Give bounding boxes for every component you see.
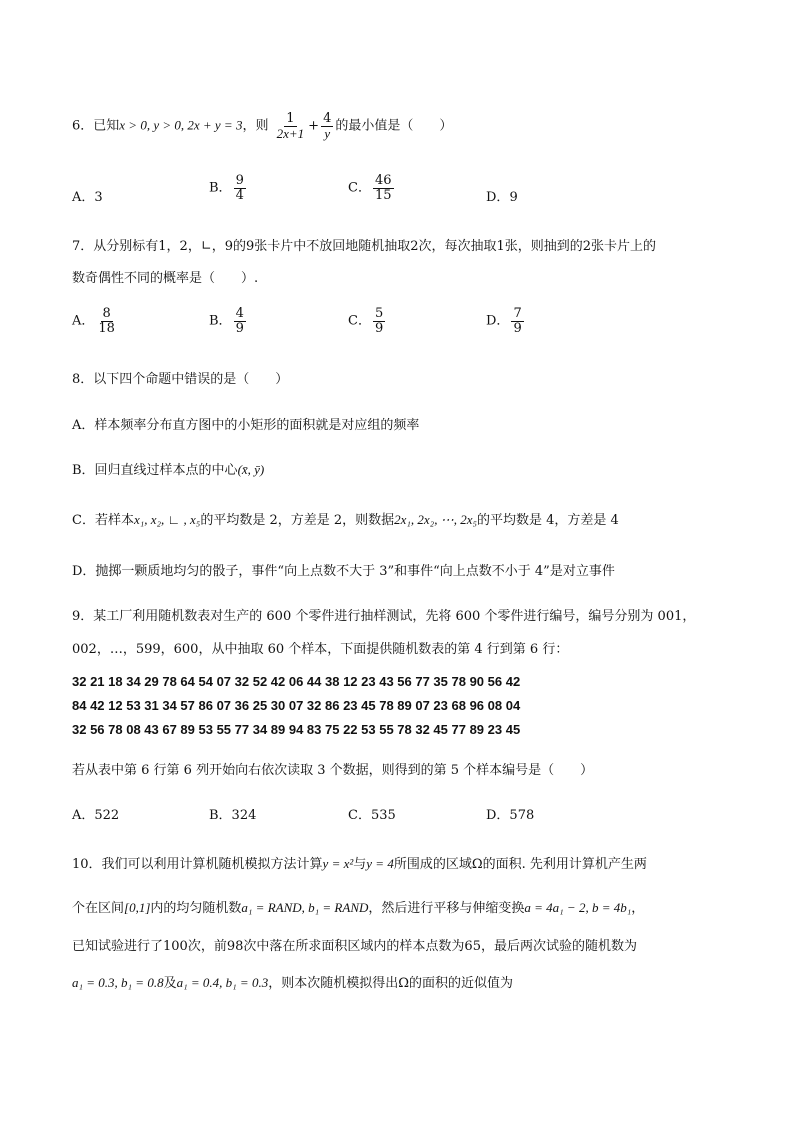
q10-text: 次，前 (187, 939, 227, 954)
q6-comma: ，则 (242, 118, 269, 134)
option-label: B． (209, 180, 232, 196)
denominator: 4 (235, 187, 244, 203)
q10-math: a₁ = 0.4, b₁ = 0.3 (176, 975, 269, 990)
q6-condition: x > 0, y > 0, 2x + y = 3 (119, 117, 243, 133)
q8-c-text-pre: C．若样本 (72, 513, 134, 528)
q6-option-a (72, 186, 103, 205)
q7-option-d (486, 307, 526, 335)
q10-number: 98 (226, 939, 244, 954)
option-label: C． (348, 180, 371, 196)
q10-number: 65 (464, 939, 481, 954)
q6-frac1-numerator: 1 (286, 111, 295, 126)
q6-frac1-denominator: 2x+1 (276, 125, 305, 141)
q7-option-b (209, 307, 248, 335)
q8-b-text: B．回归直线过样本点的中心 (72, 463, 238, 478)
q10-text: 与 (353, 857, 367, 872)
q10-text: 所围成的区域Ω的面积. 先利用计算机产生两 (393, 857, 647, 872)
numerator: 7 (513, 306, 522, 321)
option-fraction (373, 174, 394, 202)
q9-line-1: 9．某工厂利用随机数表对生产的 600 个零件进行抽样测试，先将 600 个零件进行编号，编号分别为 001， (72, 609, 696, 624)
q6-option-d (486, 186, 518, 205)
q9-option-b: B．324 (209, 808, 257, 823)
q10-math: y = x² (322, 856, 354, 871)
q10-text: 次中落在所求面积区域内的样本点数为 (243, 939, 465, 954)
q10-text: 内的均匀随机数 (150, 901, 242, 916)
q7-line-1: 7．从分别标有1，2，∟，9的9张卡片中不放回地随机抽取2次，每次抽取1张，则抽到的2张卡片上的 (72, 239, 657, 254)
option-label: B． (209, 313, 232, 329)
q8-c-math-1: x₁, x₂, ∟ , x₅ (133, 512, 201, 527)
q7-option-c (348, 307, 387, 335)
q6-fraction-2 (321, 112, 333, 140)
q8-option-c (72, 509, 619, 528)
denominator: 9 (374, 320, 384, 336)
option-label: D． (486, 190, 510, 205)
option-fraction (234, 174, 246, 202)
denominator: 18 (98, 320, 115, 336)
q8-b-math: (x̄, ȳ) (237, 462, 265, 477)
q10-text: ， (631, 901, 645, 916)
q6-plus: + (308, 118, 320, 134)
q10-text: ，最后两次试验的随机数为 (480, 939, 637, 954)
q10-line-4 (72, 972, 513, 991)
denominator: 15 (374, 187, 392, 203)
q8-option-b (72, 459, 264, 478)
q8-option-a: A．样本频率分布直方图中的小矩形的面积就是对应组的频率 (72, 418, 420, 433)
q10-line-3 (72, 935, 637, 954)
q8-c-math-2: 2x₁, 2x₂, ⋯, 2x₅ (394, 512, 477, 527)
option-fraction (234, 307, 246, 335)
q6-fraction-1 (275, 112, 307, 140)
q9-table-row-4: 32 21 18 34 29 78 64 54 07 32 52 42 06 44 38 12 23 43 56 77 35 78 90 56 42 (72, 674, 521, 689)
option-label: D． (486, 313, 510, 329)
q8-c-text-mid: 的平均数是 2，方差是 2，则数据 (200, 513, 395, 528)
q9-line-2: 002，…，599，600，从中抽取 60 个样本，下面提供随机数表的第 4 行到第 6 行： (72, 642, 569, 657)
q10-math: y = 4 (366, 856, 394, 871)
q9-line-3: 若从表中第 6 行第 6 列开始向右依次读取 3 个数据，则得到的第 5 个样本编号是（ ） (72, 763, 594, 778)
numerator: 5 (374, 306, 384, 321)
option-label: C． (348, 313, 371, 329)
q10-line-2 (72, 897, 644, 916)
option-value: 9 (509, 190, 518, 205)
q8-c-text-post: 的平均数是 4，方差是 4 (477, 513, 619, 528)
q6-stem-pre: 6．已知 (72, 118, 120, 134)
option-label: A． (72, 190, 95, 205)
q6-stem (72, 112, 452, 140)
q10-text: 已知试验进行了 (72, 939, 164, 954)
denominator: 9 (513, 320, 522, 336)
q10-math: [0,1] (124, 900, 151, 915)
q10-text: 及 (163, 976, 177, 991)
q6-frac2-denominator: y (324, 125, 331, 141)
q10-math: a₁ = RAND, b₁ = RAND (241, 900, 369, 915)
q6-option-c (348, 174, 396, 202)
q10-text: 10．我们可以利用计算机随机模拟方法计算 (72, 857, 323, 872)
q10-number: 100 (163, 939, 188, 954)
q9-option-d: D．578 (486, 808, 535, 823)
numerator: 46 (374, 173, 392, 188)
q10-math: a₁ = 0.3, b₁ = 0.8 (72, 975, 164, 990)
q10-line-1 (72, 853, 647, 872)
q7-option-a (72, 307, 119, 335)
q6-stem-post: 的最小值是（ ） (335, 118, 453, 134)
q9-table-row-6: 32 56 78 08 43 67 89 53 55 77 34 89 94 83 75 22 53 55 78 32 45 77 89 23 45 (72, 722, 521, 737)
q10-math: a = 4a₁ − 2, b = 4b₁ (524, 900, 632, 915)
q10-text: ，然后进行平移与伸缩变换 (368, 901, 525, 916)
q10-text: 个在区间 (72, 901, 125, 916)
q6-frac2-numerator: 4 (323, 111, 332, 126)
q7-line-2: 数奇偶性不同的概率是（ ）. (72, 271, 259, 286)
numerator: 9 (235, 173, 244, 188)
numerator: 4 (235, 306, 244, 321)
q8-stem: 8．以下四个命题中错误的是（ ） (72, 372, 289, 387)
option-fraction (511, 307, 523, 335)
option-fraction (96, 307, 117, 335)
denominator: 9 (235, 320, 244, 336)
option-label: A． (72, 313, 95, 329)
q9-option-a: A．522 (72, 808, 120, 823)
q10-text: ，则本次随机模拟得出Ω的面积的近似值为 (268, 976, 513, 991)
q9-table-row-5: 84 42 12 53 31 34 57 86 07 36 25 30 07 32 86 23 45 78 89 07 23 68 96 08 04 (72, 698, 521, 713)
option-value: 3 (94, 190, 103, 205)
option-fraction (373, 307, 385, 335)
numerator: 8 (102, 306, 111, 321)
q6-option-b (209, 174, 248, 202)
q8-option-d: D．抛掷一颗质地均匀的骰子，事件“向上点数不大于 3”和事件“向上点数不小于 4”是对立事件 (72, 564, 615, 579)
q9-option-c: C．535 (348, 808, 396, 823)
